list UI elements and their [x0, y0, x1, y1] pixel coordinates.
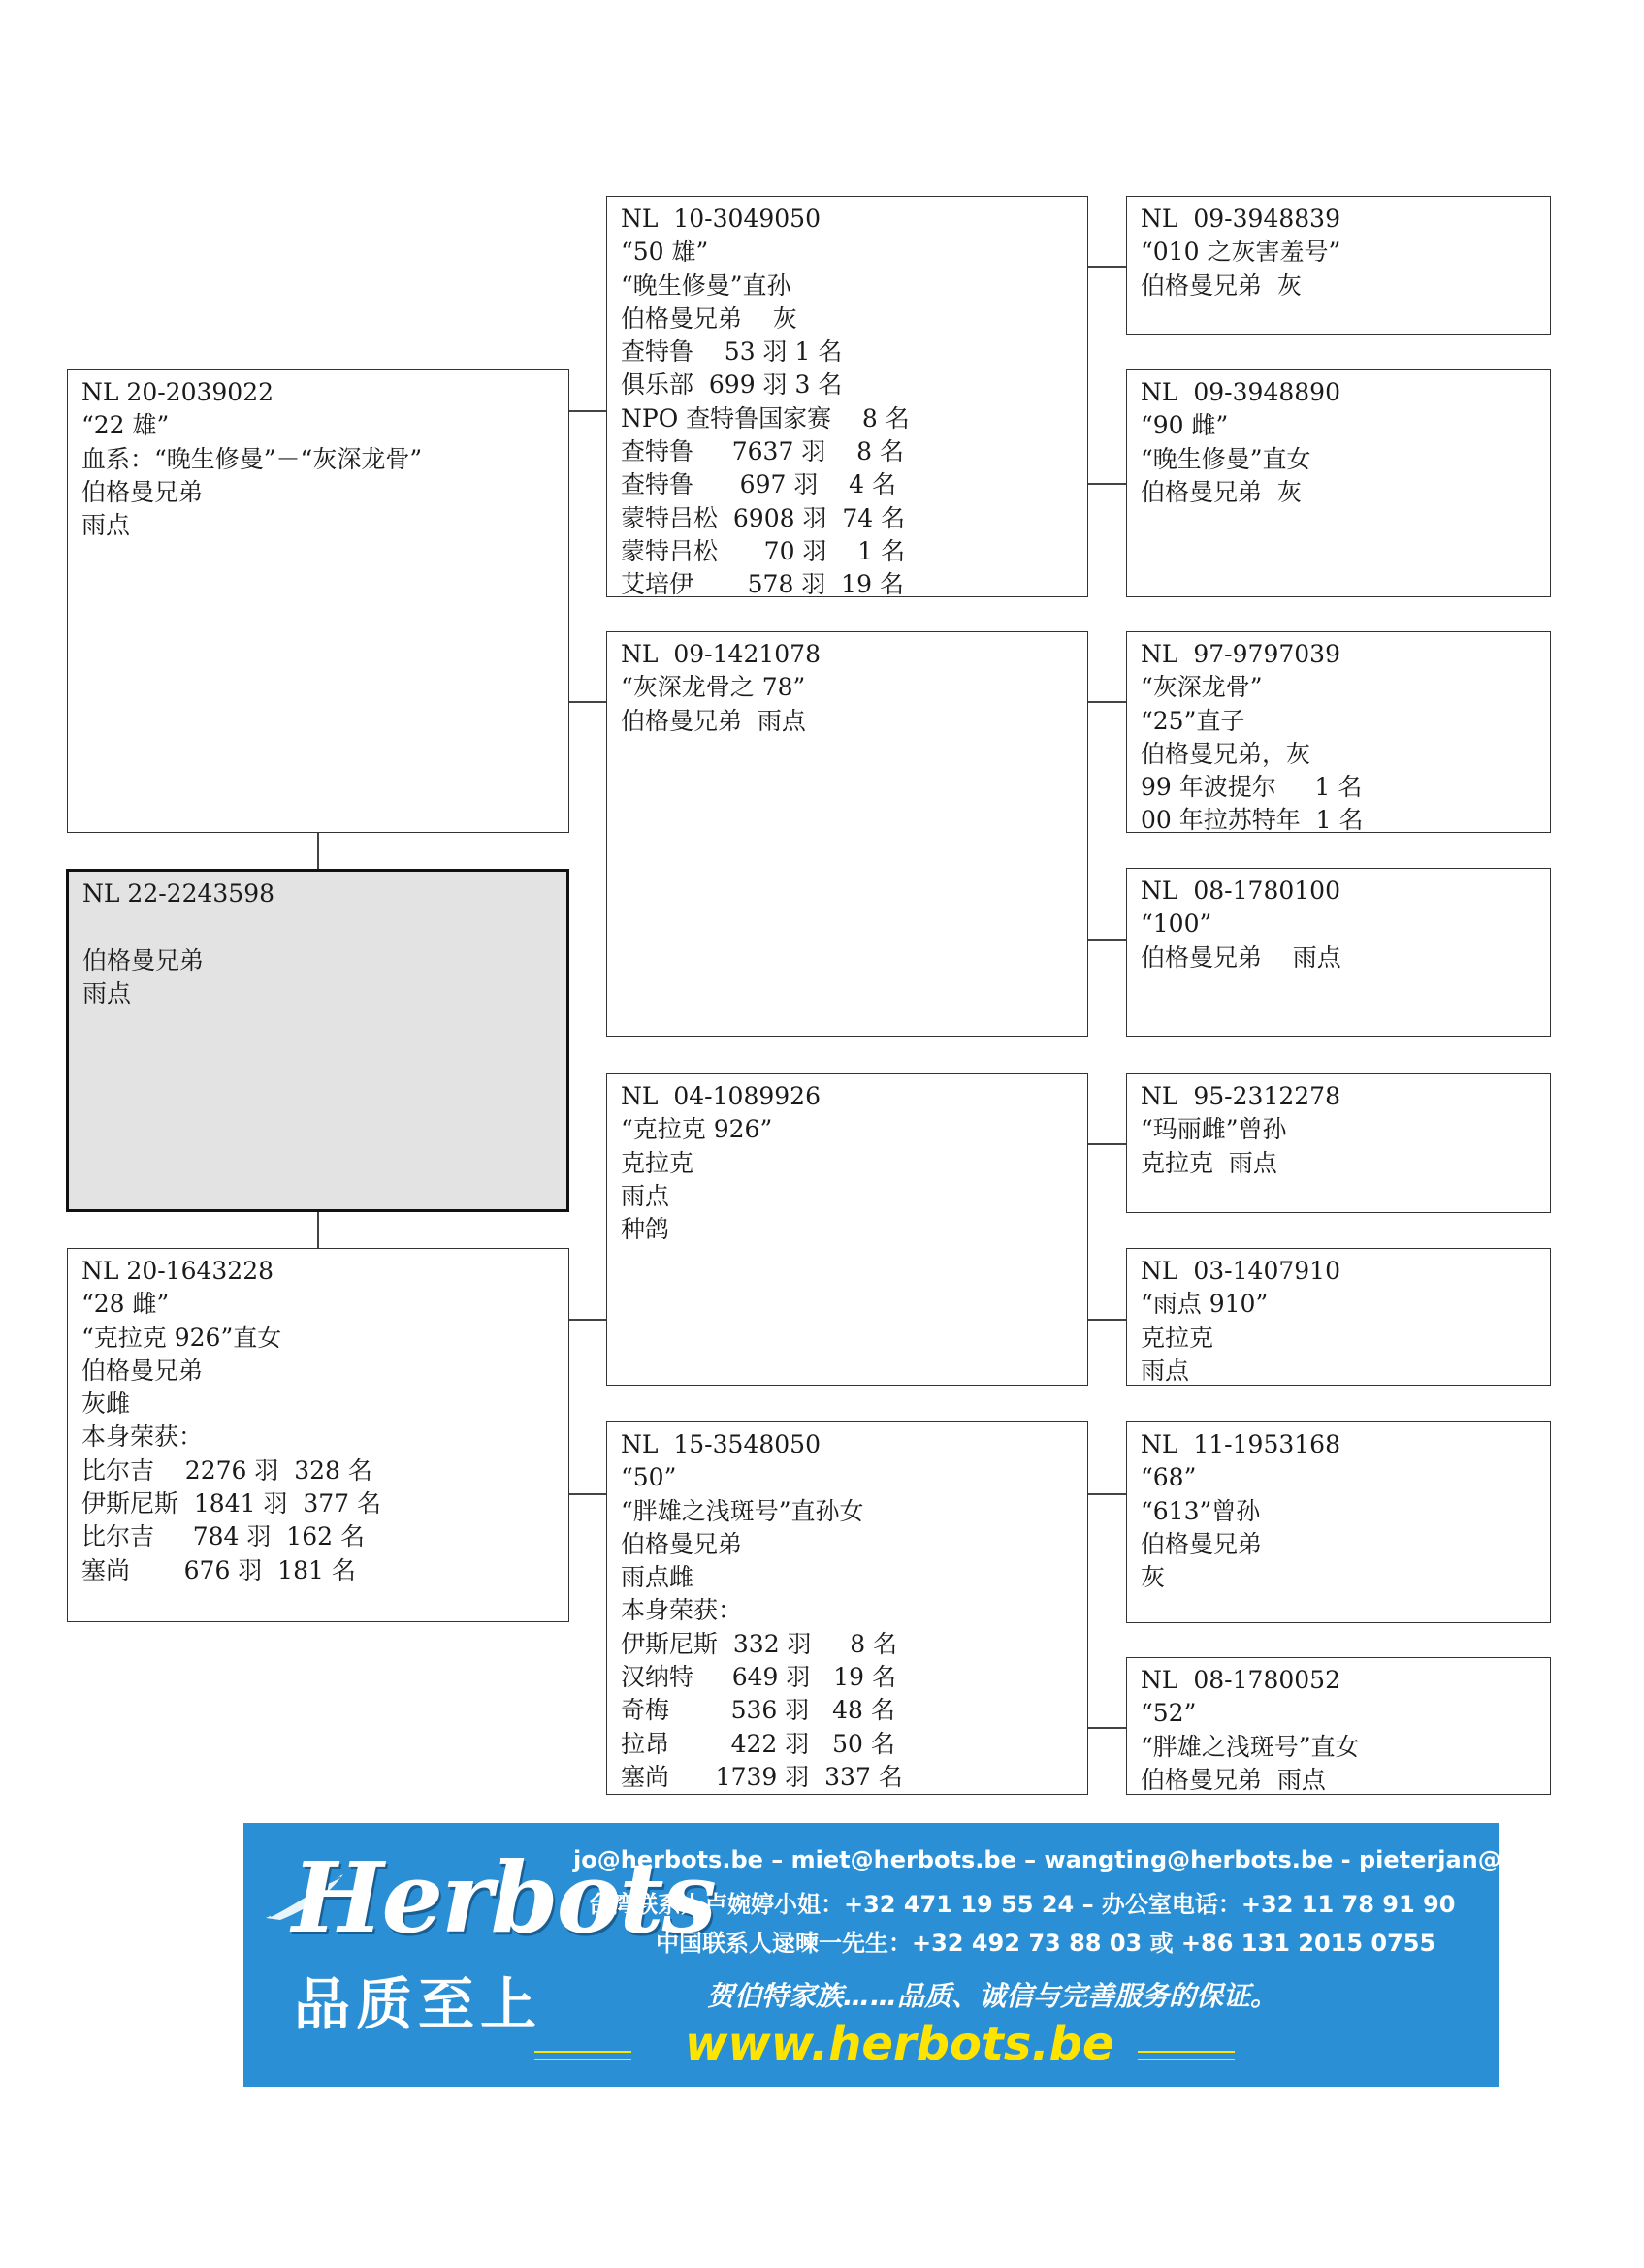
card-line: “雨点 910” [1141, 1290, 1269, 1319]
card-line: 伊斯尼斯 1841 羽 377 名 [81, 1489, 382, 1518]
card-line: 本身荣获： [621, 1596, 743, 1625]
decorative-line-right [1138, 2051, 1235, 2053]
sss-card [1126, 196, 1551, 335]
card-line: “晚生修曼”直孙 [621, 271, 791, 300]
herbots-banner [243, 1823, 1644, 2087]
sdd-card [1126, 868, 1551, 1037]
ring-number: NL 09-3948890 [1141, 378, 1340, 406]
ring-number: NL 04-1089926 [621, 1082, 821, 1110]
connector [569, 1319, 606, 1321]
sds-card [1126, 631, 1551, 833]
decorative-line-left [534, 2059, 631, 2060]
dss-card [1126, 1073, 1551, 1213]
card-line: “灰深龙骨之 78” [621, 673, 806, 702]
card-line: “613”曾孙 [1141, 1496, 1261, 1525]
ring-number: NL 97-9797039 [1141, 640, 1340, 668]
card-line: 雨点雌 [621, 1563, 694, 1592]
card-line: 汉纳特 649 羽 19 名 [621, 1663, 896, 1692]
card-line: 伯格曼兄弟 [621, 1529, 743, 1558]
card-line: 伯格曼兄弟 [82, 945, 205, 974]
connector [317, 1212, 319, 1248]
connector [1088, 701, 1126, 703]
tagline: 贺伯特家族……品质、诚信与完善服务的保证。 [707, 1980, 1278, 2012]
card-line: 克拉克 雨点 [1141, 1148, 1277, 1177]
taiwan-contact: 台湾联系人卢婉婷小姐：+32 471 19 55 24 – 办公室电话：+32 11 78 91 90 [588, 1891, 1456, 1918]
ring-number: NL 20-1643228 [81, 1257, 274, 1285]
connector [1088, 1493, 1126, 1495]
ring-number: NL 11-1953168 [1141, 1430, 1340, 1458]
card-line: 比尔吉 2276 羽 328 名 [81, 1455, 372, 1485]
card-line: 克拉克 [1141, 1323, 1214, 1352]
ring-number: NL 22-2243598 [82, 879, 275, 908]
card-line: “22 雄” [81, 411, 170, 440]
card-line: 伯格曼兄弟 雨点 [1141, 942, 1341, 972]
connector [1088, 1727, 1126, 1729]
card-line: 艾培伊 578 羽 19 名 [621, 570, 904, 599]
card-line: 查特鲁 7637 羽 8 名 [621, 437, 904, 466]
connector [1088, 1319, 1126, 1321]
ring-number: NL 03-1407910 [1141, 1257, 1340, 1285]
card-line: 克拉克 [621, 1148, 694, 1177]
card-line: 奇梅 536 羽 48 名 [621, 1696, 895, 1725]
card-line: “胖雄之浅斑号”直女 [1141, 1732, 1360, 1761]
connector [569, 701, 606, 703]
connector [1088, 483, 1126, 485]
card-line: 蒙特吕松 6908 羽 74 名 [621, 503, 906, 532]
card-line: 查特鲁 697 羽 4 名 [621, 470, 896, 499]
card-line: 查特鲁 53 羽 1 名 [621, 337, 843, 367]
card-line: 雨点 [82, 978, 132, 1007]
decorative-line-right [1138, 2059, 1235, 2060]
card-line: “克拉克 926” [621, 1115, 773, 1144]
slogan: 品质至上 [294, 1971, 543, 2037]
card-line: 伯格曼兄弟 雨点 [621, 706, 806, 735]
card-line: 雨点 [81, 511, 131, 540]
connector [569, 1493, 606, 1495]
card-line: 拉昂 422 羽 50 名 [621, 1729, 895, 1758]
ddd-card [1126, 1657, 1551, 1795]
card-line: “010 之灰害羞号” [1141, 238, 1341, 267]
ring-number: NL 95-2312278 [1141, 1082, 1340, 1110]
card-line: 血系：“晚生修曼”－“灰深龙骨” [81, 444, 423, 473]
card-line [82, 910, 553, 943]
dam-sire-card [606, 1073, 1088, 1386]
card-line: 伯格曼兄弟，灰 [1141, 739, 1311, 768]
connector [1088, 1143, 1126, 1145]
card-line: 伯格曼兄弟 [1141, 1529, 1263, 1558]
ring-number: NL 08-1780052 [1141, 1666, 1340, 1694]
card-line: 伯格曼兄弟 灰 [1141, 477, 1302, 506]
card-line: “25”直子 [1141, 706, 1245, 735]
card-line: 伯格曼兄弟 [81, 477, 204, 506]
ring-number: NL 09-3948839 [1141, 205, 1340, 233]
ring-number: NL 10-3049050 [621, 205, 821, 233]
card-line: 伯格曼兄弟 灰 [621, 303, 797, 333]
decorative-line-left [534, 2051, 631, 2053]
contact-emails[interactable]: jo@herbots.be – miet@herbots.be – wangting@herbots.be - pieterjan@herbots.be [573, 1846, 1644, 1873]
card-line: 塞尚 1739 羽 337 名 [621, 1762, 903, 1791]
sire-card [67, 369, 569, 833]
ring-number: NL 08-1780100 [1141, 877, 1340, 905]
card-line: “28 雌” [81, 1290, 170, 1319]
sire-sire-card [606, 196, 1088, 597]
website-link[interactable]: www.herbots.be [685, 2017, 1114, 2071]
card-line: 灰 [1141, 1563, 1166, 1592]
dam-card [67, 1248, 569, 1622]
card-line: 伊斯尼斯 332 羽 8 名 [621, 1629, 898, 1658]
card-line: 种鸽 [621, 1215, 670, 1244]
card-line: 蒙特吕松 70 羽 1 名 [621, 536, 906, 565]
connector [569, 410, 606, 412]
card-line: “克拉克 926”直女 [81, 1323, 282, 1352]
card-line: 伯格曼兄弟 [81, 1356, 204, 1385]
card-line: 本身荣获： [81, 1422, 204, 1452]
sire-dam-card [606, 631, 1088, 1037]
dds-card [1126, 1421, 1551, 1623]
card-line: 俱乐部 699 羽 3 名 [621, 370, 843, 399]
card-line: “100” [1141, 910, 1212, 939]
card-line: “50” [621, 1463, 677, 1492]
card-line: 比尔吉 784 羽 162 名 [81, 1522, 365, 1551]
ring-number: NL 15-3548050 [621, 1430, 821, 1458]
card-line: NPO 查特鲁国家赛 8 名 [621, 403, 910, 432]
card-line: 00 年拉苏特年 1 名 [1141, 806, 1364, 835]
card-line: “灰深龙骨” [1141, 673, 1263, 702]
ssd-card [1126, 369, 1551, 597]
connector [1088, 266, 1126, 268]
subject-card [66, 869, 569, 1212]
card-line: 伯格曼兄弟 灰 [1141, 271, 1302, 300]
china-contact: 中国联系人逯暕一先生：+32 492 73 88 03 或 +86 131 2015 0755 [656, 1930, 1436, 1957]
card-line: 伯格曼兄弟 雨点 [1141, 1765, 1326, 1794]
card-line: 灰雌 [81, 1390, 131, 1419]
card-line: 99 年波提尔 1 名 [1141, 773, 1363, 802]
card-line: 雨点 [621, 1181, 670, 1210]
dam-dam-card [606, 1421, 1088, 1795]
connector [317, 833, 319, 869]
card-line: “胖雄之浅斑号”直孙女 [621, 1496, 864, 1525]
card-line: “68” [1141, 1463, 1197, 1492]
card-line: 雨点 [1141, 1356, 1190, 1385]
card-line: “50 雄” [621, 238, 709, 267]
connector [1088, 939, 1126, 941]
card-line: “玛丽雌”曾孙 [1141, 1115, 1287, 1144]
ring-number: NL 09-1421078 [621, 640, 821, 668]
card-line: “晚生修曼”直女 [1141, 444, 1311, 473]
dsd-card [1126, 1248, 1551, 1386]
card-line: “52” [1141, 1699, 1197, 1728]
card-line: “90 雌” [1141, 411, 1229, 440]
herbots-logo: Herbots [292, 1840, 715, 1955]
card-line: 塞尚 676 羽 181 名 [81, 1555, 356, 1584]
ring-number: NL 20-2039022 [81, 378, 274, 406]
